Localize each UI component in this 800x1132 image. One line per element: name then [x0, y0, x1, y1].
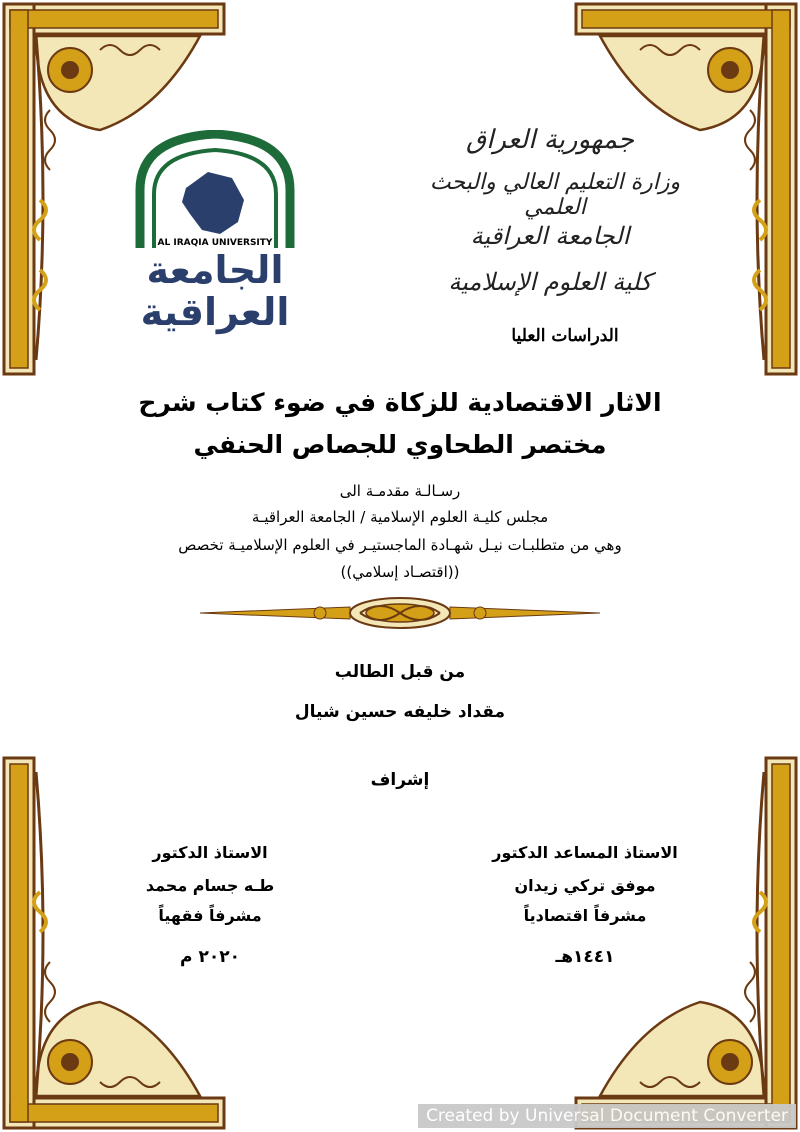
- council-name: مجلس كليـة العلوم الإسلامية / الجامعة العراقيـة: [251, 508, 549, 526]
- ornamental-frame-bottom-left: [0, 752, 230, 1132]
- ornamental-divider: [200, 593, 600, 633]
- thesis-title-line1: الاثار الاقتصادية للزكاة في ضوء كتاب شرح: [138, 388, 662, 417]
- gregorian-date: ٢٠٢٠ م: [180, 947, 240, 967]
- supervisor-left-role: مشرفاً فقهياً: [158, 906, 262, 925]
- university-logo: [120, 130, 310, 340]
- logo-arabic-line1: الجامعة: [146, 248, 284, 292]
- supervisor-right-title: الاستاذ المساعد الدكتور: [492, 843, 678, 862]
- supervisor-left-title: الاستاذ الدكتور: [152, 843, 268, 862]
- supervisor-right-name: موفق تركي زيدان: [514, 876, 656, 895]
- thesis-title-line2: مختصر الطحاوي للجصاص الحنفي: [193, 430, 607, 459]
- ornamental-frame-bottom-right: [570, 752, 800, 1132]
- iraq-map-icon: [182, 172, 244, 234]
- header-ministry: وزارة التعليم العالي والبحث العلمي: [429, 170, 681, 220]
- submitted-to-label: رسـالـة مقدمـة الى: [339, 482, 461, 500]
- graduate-studies-label: الدراسات العليا: [511, 326, 619, 346]
- supervisor-right-role: مشرفاً اقتصادياً: [523, 906, 647, 925]
- logo-english-name: AL IRAQIA UNIVERSITY: [157, 238, 273, 248]
- logo-arch-emblem: [120, 130, 310, 250]
- logo-arabic-line2: العراقية: [140, 290, 290, 334]
- supervision-heading: إشراف: [370, 770, 430, 790]
- student-name: مقداد خليفه حسين شيال: [294, 702, 506, 722]
- header-college: كلية العلوم الإسلامية: [448, 268, 652, 296]
- specialization: ((اقتصـاد إسلامي)): [340, 563, 460, 581]
- supervisor-left-name: طـه جسام محمد: [145, 876, 275, 895]
- degree-requirement: وهي من متطلبـات نيـل شهـادة الماجستيـر في العلوم الإسلاميـة تخصص: [178, 536, 622, 554]
- hijri-date: ١٤٤١هـ: [555, 947, 615, 967]
- converter-watermark: Created by Universal Document Converter: [418, 1104, 796, 1128]
- header-university: الجامعة العراقية: [470, 222, 630, 250]
- student-label: من قبل الطالب: [334, 662, 466, 682]
- header-country: جمهورية العراق: [466, 125, 634, 155]
